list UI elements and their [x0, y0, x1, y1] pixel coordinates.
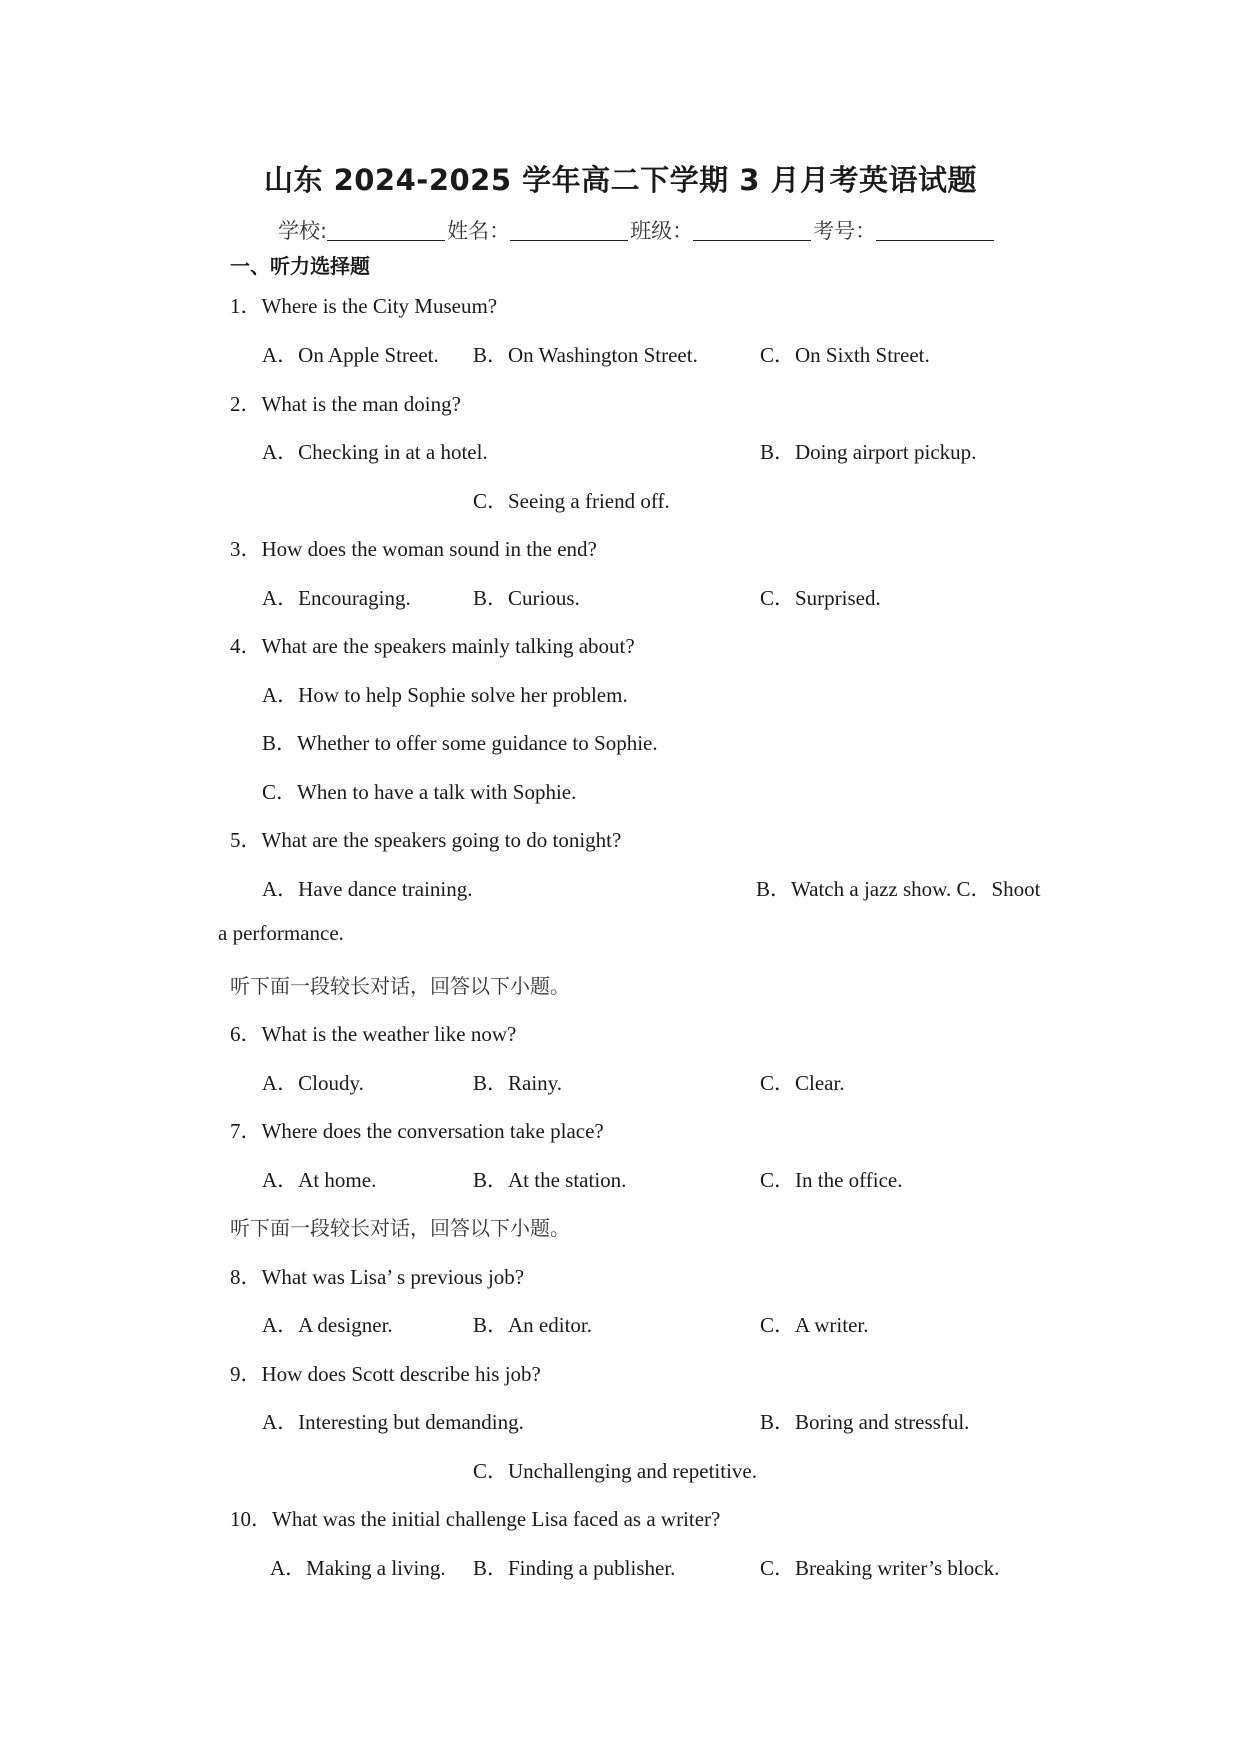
school-label: 学校:	[278, 219, 328, 243]
q7-option-a: A．At home.	[262, 1168, 377, 1192]
class-blank	[693, 220, 811, 241]
name-blank	[510, 220, 628, 241]
exam-number-blank	[876, 220, 994, 241]
q6-option-c: C．Clear.	[760, 1071, 845, 1095]
q6-option-a: A．Cloudy.	[262, 1071, 364, 1095]
q5-option-c-continued: a performance.	[218, 921, 344, 945]
q3-option-a: A．Encouraging.	[262, 586, 411, 610]
q1-option-b: B．On Washington Street.	[473, 343, 698, 367]
q10-option-a: A．Making a living.	[270, 1556, 446, 1580]
question-8: 8．What was Lisa’ s previous job?	[230, 1265, 525, 1289]
q5-option-a: A．Have dance training.	[262, 877, 473, 901]
question-6: 6．What is the weather like now?	[230, 1022, 517, 1046]
q4-option-c: C．When to have a talk with Sophie.	[262, 780, 577, 804]
q8-option-a: A．A designer.	[262, 1313, 393, 1337]
long-dialogue-instruction-1: 听下面一段较长对话，回答以下小题。	[230, 974, 570, 998]
q6-option-b: B．Rainy.	[473, 1071, 563, 1095]
q2-option-b: B．Doing airport pickup.	[760, 440, 977, 464]
q1-option-a: A．On Apple Street.	[262, 343, 439, 367]
q4-option-b: B．Whether to offer some guidance to Sophie.	[262, 731, 658, 755]
q3-option-c: C．Surprised.	[760, 586, 881, 610]
q10-option-c: C．Breaking writer’s block.	[760, 1556, 1000, 1580]
q5-option-b-c: B．Watch a jazz show. C．Shoot	[756, 877, 1041, 901]
q7-option-c: C．In the office.	[760, 1168, 903, 1192]
q10-option-b: B．Finding a publisher.	[473, 1556, 676, 1580]
question-7: 7．Where does the conversation take place?	[230, 1119, 604, 1143]
question-2: 2．What is the man doing?	[230, 392, 461, 416]
question-1: 1．Where is the City Museum?	[230, 294, 498, 318]
q8-option-b: B．An editor.	[473, 1313, 592, 1337]
page-title: 山东 2024-2025 学年高二下学期 3 月月考英语试题	[263, 163, 978, 197]
exam-number-label: 考号：	[813, 219, 877, 243]
q2-option-a: A．Checking in at a hotel.	[262, 440, 488, 464]
q9-option-a: A．Interesting but demanding.	[262, 1410, 524, 1434]
question-4: 4．What are the speakers mainly talking about?	[230, 634, 635, 658]
q9-option-c: C．Unchallenging and repetitive.	[473, 1459, 758, 1483]
question-10: 10．What was the initial challenge Lisa faced as a writer?	[230, 1507, 721, 1531]
school-blank	[327, 220, 445, 241]
question-3: 3．How does the woman sound in the end?	[230, 537, 597, 561]
q3-option-b: B．Curious.	[473, 586, 580, 610]
class-label: 班级：	[630, 219, 694, 243]
q4-option-a: A．How to help Sophie solve her problem.	[262, 683, 628, 707]
q8-option-c: C．A writer.	[760, 1313, 869, 1337]
q9-option-b: B．Boring and stressful.	[760, 1410, 970, 1434]
q2-option-c: C．Seeing a friend off.	[473, 489, 670, 513]
q7-option-b: B．At the station.	[473, 1168, 627, 1192]
long-dialogue-instruction-2: 听下面一段较长对话，回答以下小题。	[230, 1216, 570, 1240]
student-info-line	[278, 215, 996, 245]
q1-option-c: C．On Sixth Street.	[760, 343, 930, 367]
name-label: 姓名：	[447, 219, 511, 243]
question-9: 9．How does Scott describe his job?	[230, 1362, 541, 1386]
section-title: 一、听力选择题	[230, 254, 370, 278]
question-5: 5．What are the speakers going to do tonight?	[230, 828, 622, 852]
